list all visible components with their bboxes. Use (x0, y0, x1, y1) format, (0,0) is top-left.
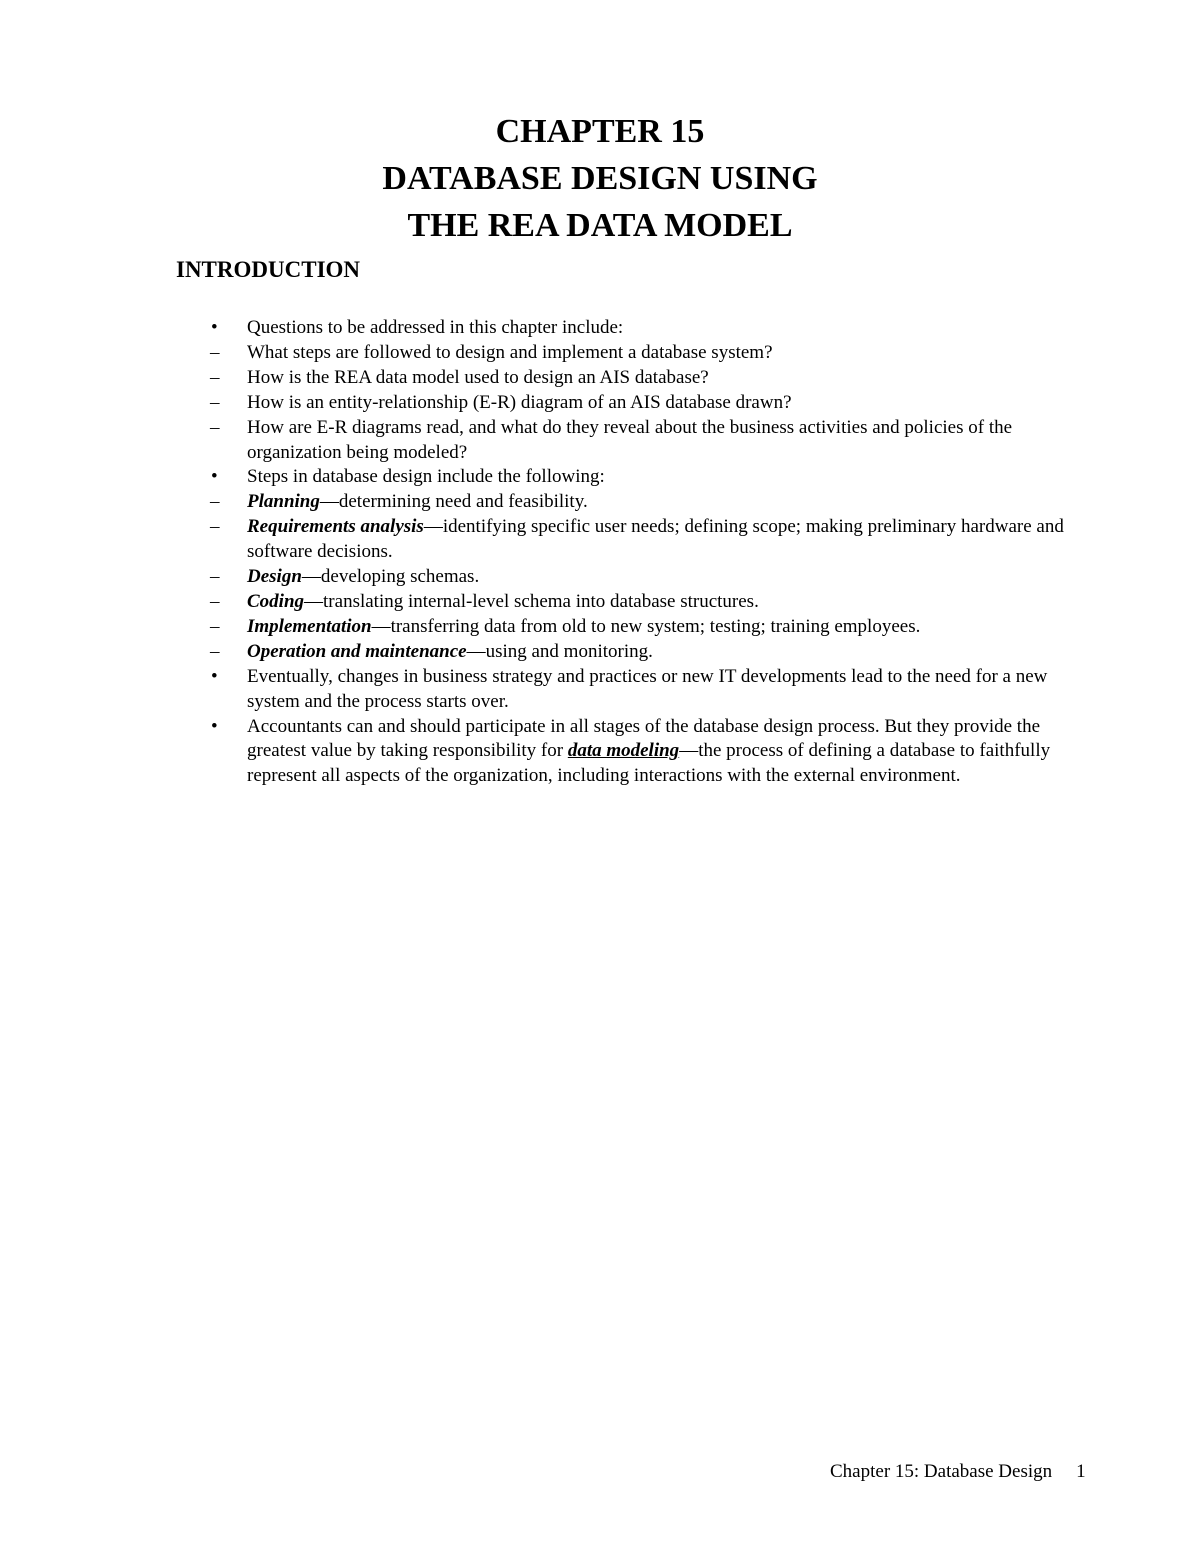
step-desc: —transferring data from old to new system; testing; training employees. (371, 615, 921, 637)
bullet-list (0, 316, 1200, 789)
sub-item-text: How is an entity-relationship (E-R) diagram of an AIS database drawn? (247, 391, 792, 413)
sub-item (176, 391, 1087, 416)
bullet-item-steps (0, 465, 1087, 664)
step-term: Design (247, 566, 302, 588)
bullet-text: Questions to be addressed in this chapter include: (247, 317, 624, 338)
footer-label: Chapter 15: Database Design (830, 1461, 1053, 1482)
dash-icon: – (210, 615, 220, 637)
introduction-content (0, 316, 1200, 789)
sub-item (176, 341, 1087, 366)
chapter-number: CHAPTER 15 (495, 113, 705, 150)
step-item-planning (176, 490, 1087, 515)
step-item-requirements (176, 515, 1087, 565)
bullet-item-questions (0, 316, 1087, 465)
dash-icon: – (210, 566, 220, 588)
bullet-icon: • (211, 665, 218, 687)
dash-icon: – (210, 491, 220, 513)
step-item-design (176, 565, 1087, 590)
step-term: Implementation (247, 615, 372, 637)
sub-item-text: How are E-R diagrams read, and what do they reveal about the business activities and policies of the organization being modeled? (247, 416, 1013, 463)
section-heading-introduction: INTRODUCTION (176, 257, 361, 282)
sub-list-questions (210, 341, 1087, 466)
step-term: Requirements analysis (247, 516, 424, 538)
bullet-icon: • (211, 317, 218, 338)
step-desc: —developing schemas. (301, 566, 480, 588)
step-desc: —using and monitoring. (466, 640, 653, 662)
bullet-item-accountants (0, 715, 1087, 790)
sub-item (176, 366, 1087, 391)
sub-item-text: What steps are followed to design and implement a database system? (247, 341, 773, 363)
step-term: Coding (247, 590, 305, 612)
bullet-icon: • (211, 466, 218, 488)
bullet-item-eventually (0, 665, 1087, 715)
step-item-implementation (176, 615, 1087, 640)
data-modeling-term: data modeling (567, 740, 680, 762)
step-desc: —translating internal-level schema into database structures. (304, 590, 759, 612)
step-term: Planning (247, 491, 320, 513)
page-number: 1 (1076, 1461, 1086, 1482)
dash-icon: – (210, 590, 220, 612)
chapter-title-line-1: DATABASE DESIGN USING (382, 160, 818, 197)
sub-item-text: How is the REA data model used to design an AIS database? (247, 366, 709, 388)
bullet-text-before: Accountants can and should participate in all stages of the database design process. But they provide the greatest value by taking responsibility for (247, 715, 1041, 762)
chapter-title (0, 108, 1200, 249)
step-term: Operation and maintenance (247, 640, 467, 662)
dash-icon: – (210, 516, 220, 538)
sub-item (176, 416, 1087, 466)
sub-list-steps (210, 490, 1087, 664)
dash-icon: – (210, 416, 220, 438)
step-desc: —determining need and feasibility. (319, 491, 588, 513)
bullet-text-after: —the process of defining a database to faithfully represent all aspects of the organization, including interactions with the external environment. (247, 740, 1051, 787)
page-footer (830, 1459, 1086, 1485)
chapter-title-line-2: THE REA DATA MODEL (407, 207, 793, 244)
dash-icon: – (210, 341, 220, 363)
bullet-icon: • (211, 715, 218, 737)
dash-icon: – (210, 391, 220, 413)
bullet-text: Eventually, changes in business strategy and practices or new IT developments lead to the need for a new system and the process starts over. (247, 665, 1048, 712)
dash-icon: – (210, 366, 220, 388)
step-desc: —identifying specific user needs; defining scope; making preliminary hardware and software decisions. (247, 516, 1064, 563)
dash-icon: – (210, 640, 220, 662)
step-item-operation (176, 640, 1087, 665)
step-item-coding (176, 590, 1087, 615)
bullet-text: Steps in database design include the following: (247, 466, 605, 488)
